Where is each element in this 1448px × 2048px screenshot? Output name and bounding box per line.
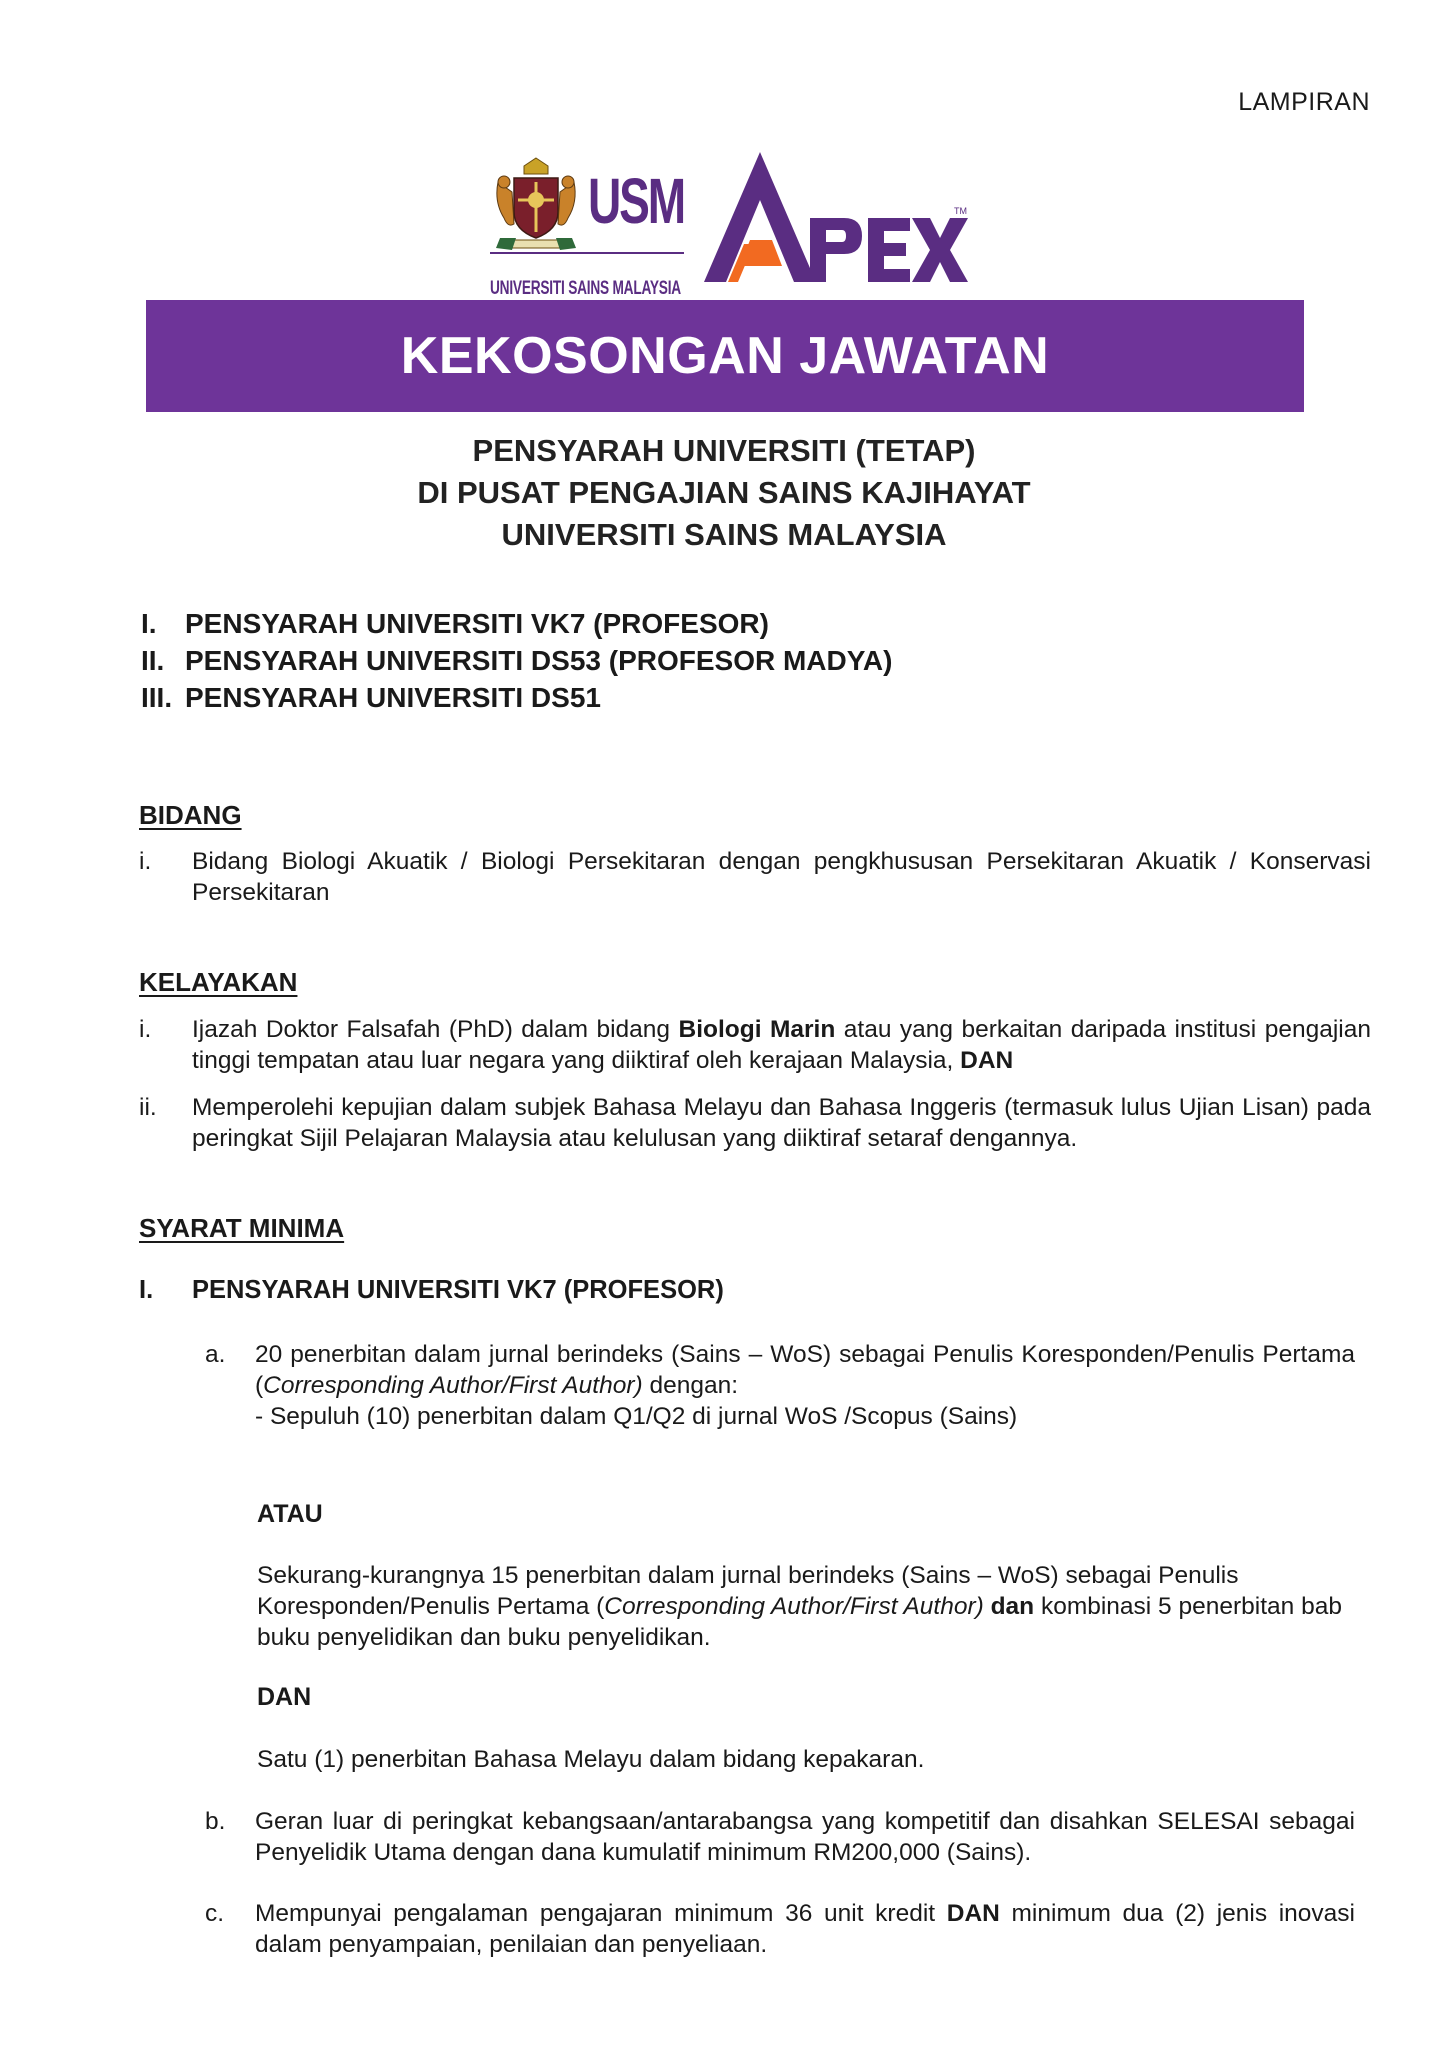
usm-logo-divider [490,252,684,254]
position-item [141,679,892,716]
subsection-title: PENSYARAH UNIVERSITI VK7 (PROFESOR) [192,1276,724,1304]
item-text-part: Ijazah Doktor Falsafah (PhD) dalam bidang [192,1016,679,1043]
item-text-bold: DAN [960,1047,1014,1074]
bidang-item [139,846,1371,908]
position-list [141,605,892,716]
position-title: PENSYARAH UNIVERSITI VK7 (PROFESOR) [185,608,769,639]
atau-text-bold: dan [983,1593,1035,1620]
section-title-bidang: BIDANG [139,800,242,830]
usm-logo-name: UNIVERSITI SAINS MALAYSIA [490,278,681,299]
position-item [141,605,892,642]
item-text: Bidang Biologi Akuatik / Biologi Persekitaran dengan pengkhususan Persekitaran Akuatik / Konservasi Persekitaran [192,848,1371,906]
apex-tm: TM [954,206,967,216]
banner-title: KEKOSONGAN JAWATAN [400,327,1050,385]
item-text: Geran luar di peringkat kebangsaan/antarabangsa yang kompetitif dan disahkan SELESAI sebagai Penyelidik Utama dengan dana kumulatif minimum RM200,000 (Sains). [255,1808,1355,1866]
heading-line-1: PENSYARAH UNIVERSITI (TETAP) [472,433,976,468]
item-number: i. [139,848,152,875]
position-number: I. [141,608,157,639]
position-number: III. [141,682,173,713]
dan-text: Satu (1) penerbitan Bahasa Melayu dalam bidang kepakaran. [257,1746,925,1773]
syarat-item-b [205,1806,1355,1868]
apex-logo-icon [698,148,968,286]
syarat-item-c [205,1898,1355,1960]
position-title: PENSYARAH UNIVERSITI DS51 [185,682,601,713]
item-letter: b. [205,1808,226,1835]
item-text-part: minimum dua (2) jenis inovasi dalam penyampaian, penilaian dan penyeliaan. [255,1900,1355,1958]
item-text-part: Mempunyai pengalaman pengajaran minimum 36 unit kredit [255,1900,947,1927]
lampiran-label: LAMPIRAN [1238,88,1370,116]
section-title-kelayakan: KELAYAKAN [139,967,298,997]
item-text: Memperolehi kepujian dalam subjek Bahasa Melayu dan Bahasa Inggeris (termasuk lulus Ujian Lisan) pada peringkat Sijil Pelajaran Malaysia atau kelulusan yang diiktiraf setaraf dengannya. [192,1094,1371,1152]
usm-logo-letters: USM [588,165,684,237]
item-text-part: atau yang berkaitan daripada institusi pengajian tinggi tempatan atau luar negara yang diiktiraf oleh kerajaan Malaysia, [192,1016,1371,1074]
kelayakan-item-2 [139,1092,1371,1154]
position-title: PENSYARAH UNIVERSITI DS53 (PROFESOR MADYA) [185,645,893,676]
atau-label: ATAU [257,1500,323,1528]
item-letter: c. [205,1900,225,1927]
item-text-part: - Sepuluh (10) penerbitan dalam Q1/Q2 di jurnal WoS /Scopus (Sains) [255,1403,1018,1430]
item-text [192,1014,1371,1076]
logo-row [490,148,970,299]
dan-label: DAN [257,1683,312,1711]
item-text-bold: Biologi Marin [678,1016,836,1043]
item-letter: a. [205,1341,226,1368]
item-text-part: 20 penerbitan dalam jurnal berindeks (Sains – WoS) sebagai Penulis Koresponden/Penulis Pertama ( [255,1341,1355,1399]
heading-line-3: UNIVERSITI SAINS MALAYSIA [501,517,947,552]
position-number: II. [141,645,165,676]
atau-text-part: kombinasi 5 penerbitan bab buku penyelidikan dan buku penyelidikan. [257,1593,1342,1651]
heading-line-2: DI PUSAT PENGAJIAN SAINS KAJIHAYAT [417,475,1031,510]
atau-text [257,1560,1357,1653]
vacancy-banner [146,300,1304,412]
item-text [255,1898,1355,1960]
item-number: i. [139,1016,152,1043]
item-text-italic: Corresponding Author/First Author) [263,1372,643,1399]
usm-crest-icon [490,152,582,256]
section-title-syarat: SYARAT MINIMA [139,1213,345,1243]
atau-text-italic: Corresponding Author/First Author) [604,1593,984,1620]
syarat-item-a [205,1339,1355,1432]
item-number: ii. [139,1094,157,1121]
kelayakan-item-1 [139,1014,1371,1076]
position-item [141,642,892,679]
item-text [255,1339,1355,1432]
subsection-number: I. [139,1276,154,1304]
item-text-part: dengan: [642,1372,739,1399]
syarat-subsection [139,1275,1371,1306]
atau-text-part: Sekurang-kurangnya 15 penerbitan dalam jurnal berindeks (Sains – WoS) sebagai Penulis Koresponden/Penulis Pertama ( [257,1562,1239,1620]
item-text-bold: DAN [946,1900,1000,1927]
